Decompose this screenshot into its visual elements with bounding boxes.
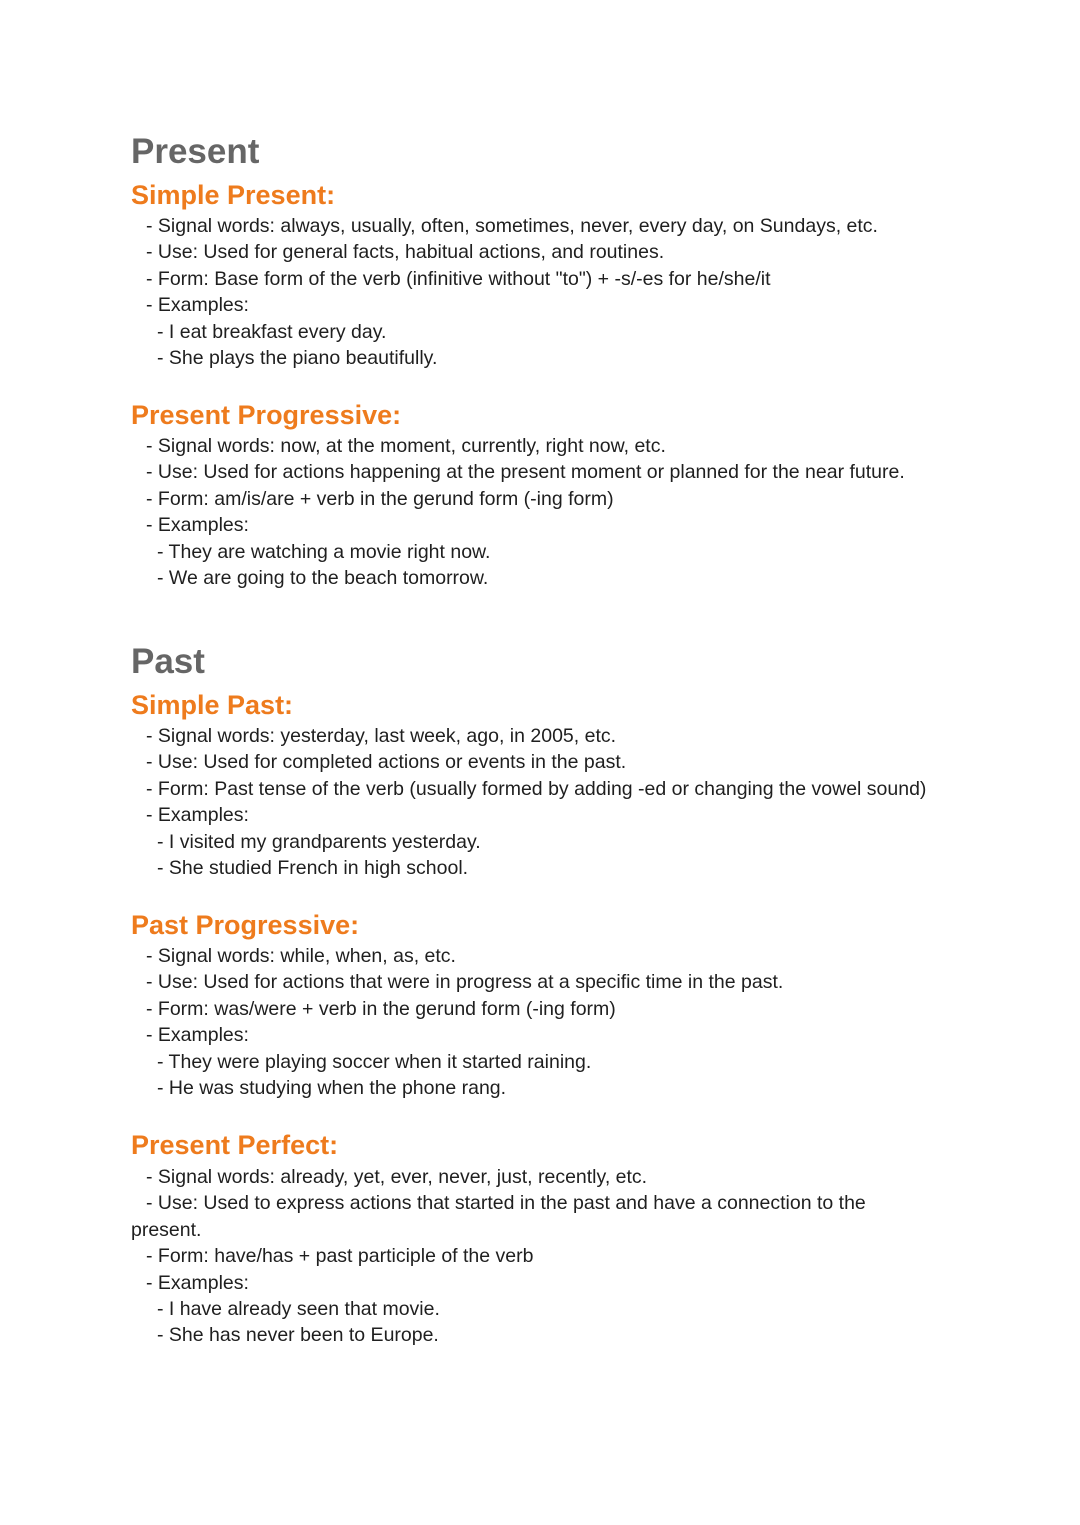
list-item: - Examples: [146,294,249,317]
list-item: - Form: was/were + verb in the gerund form (-ing form) [146,997,616,1020]
list-item: - Examples: [146,514,249,537]
list-item: - Form: have/has + past participle of the verb [146,1245,534,1268]
list-item: - Examples: [146,1271,249,1294]
list-item: - Use: Used for actions happening at the present moment or planned for the near future. [146,461,905,484]
heading-present-progressive: Present Progressive: [131,400,402,430]
list-item: - Use: Used for completed actions or events in the past. [146,751,627,774]
list-item: - They were playing soccer when it started raining. [157,1050,592,1073]
list-item: - Signal words: now, at the moment, currently, right now, etc. [146,435,666,457]
list-item: - Examples: [146,1024,249,1047]
list-item: - Signal words: always, usually, often, sometimes, never, every day, on Sundays, etc. [146,215,878,237]
list-item: - We are going to the beach tomorrow. [157,566,489,589]
heading-simple-present: Simple Present: [131,180,336,210]
list-item: - I visited my grandparents yesterday. [157,830,481,853]
present-perfect-list [0,1164,866,1349]
list-item: - Form: Past tense of the verb (usually formed by adding -ed or changing the vowel sound) [146,777,927,800]
list-item: - Signal words: while, when, as, etc. [146,945,456,967]
list-item: - She has never been to Europe. [157,1324,439,1347]
heading-present-perfect: Present Perfect: [131,1130,339,1160]
list-item: - They are watching a movie right now. [157,540,491,563]
simple-past-list [0,723,926,881]
list-item: - Use: Used for actions that were in progress at a specific time in the past. [146,971,784,994]
list-item: - Examples: [146,804,249,827]
list-item: - Form: Base form of the verb (infinitive without "to") + -s/-es for he/she/it [146,267,771,290]
list-item: - Form: am/is/are + verb in the gerund form (-ing form) [146,487,614,510]
list-item: present. [131,1218,202,1241]
list-item: - Use: Used for general facts, habitual actions, and routines. [146,241,665,264]
list-item: - He was studying when the phone rang. [157,1076,507,1099]
list-item: - I eat breakfast every day. [157,320,387,343]
heading-simple-past: Simple Past: [131,690,294,720]
present-progressive-list [0,433,905,591]
section-title-present: Present [131,132,260,171]
section-title-past: Past [131,642,205,681]
list-item: - She studied French in high school. [157,856,469,879]
heading-past-progressive: Past Progressive: [131,910,360,940]
list-item: - Use: Used to express actions that started in the past and have a connection to the [146,1192,866,1215]
list-item: - Signal words: yesterday, last week, ago, in 2005, etc. [146,725,617,747]
list-item: - She plays the piano beautifully. [157,346,438,369]
list-item: - I have already seen that movie. [157,1297,440,1320]
simple-present-list [0,213,878,371]
past-progressive-list [0,943,783,1101]
list-item: - Signal words: already, yet, ever, never, just, recently, etc. [146,1166,648,1188]
